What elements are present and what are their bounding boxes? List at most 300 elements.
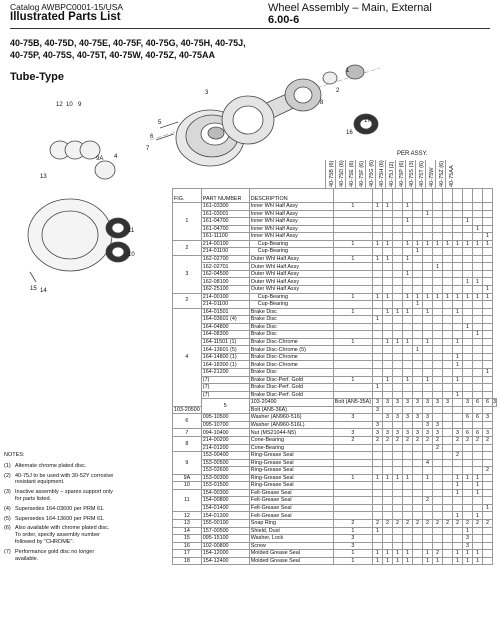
quantity-cell — [433, 497, 443, 505]
quantity-cell — [453, 504, 463, 512]
quantity-cell — [393, 421, 403, 429]
callout-10: 10 — [128, 252, 135, 258]
quantity-cell — [433, 255, 443, 263]
quantity-cell — [423, 406, 433, 414]
quantity-cell — [443, 278, 453, 286]
quantity-cell: 1 — [453, 489, 463, 497]
quantity-cell — [433, 233, 443, 241]
quantity-cell — [483, 210, 493, 218]
callout-16: 15 — [30, 286, 37, 292]
quantity-cell — [463, 331, 473, 339]
description-cell: Cup-Bearing — [249, 301, 333, 309]
quantity-cell: 1 — [373, 384, 383, 392]
quantity-cell — [483, 452, 493, 460]
part-number-cell: 214-01100 — [201, 248, 249, 256]
notes-heading: NOTES: — [4, 452, 25, 458]
quantity-cell — [443, 338, 453, 346]
quantity-cell: 1 — [473, 331, 483, 339]
quantity-cell: 1 — [423, 338, 433, 346]
quantity-cell — [333, 210, 372, 218]
quantity-cell: 1 — [473, 482, 483, 490]
quantity-cell — [413, 459, 423, 467]
quantity-cell — [393, 391, 403, 399]
table-row — [173, 421, 497, 429]
quantity-cell: 3 — [463, 535, 473, 543]
quantity-cell: 2 — [483, 436, 493, 444]
table-row — [173, 436, 497, 444]
quantity-cell — [413, 421, 423, 429]
quantity-cell — [423, 482, 433, 490]
header-divider — [10, 28, 490, 29]
quantity-cell — [483, 308, 493, 316]
quantity-cell — [433, 248, 443, 256]
quantity-cell — [413, 286, 423, 294]
quantity-cell — [413, 384, 423, 392]
quantity-cell — [483, 203, 493, 211]
table-row — [173, 489, 497, 497]
quantity-cell — [463, 391, 473, 399]
quantity-cell — [473, 346, 483, 354]
quantity-cell — [413, 361, 423, 369]
quantity-cell — [443, 255, 453, 263]
quantity-cell — [393, 452, 403, 460]
quantity-cell — [433, 203, 443, 211]
quantity-cell — [473, 459, 483, 467]
quantity-cell — [403, 504, 413, 512]
quantity-cell — [483, 316, 493, 324]
quantity-cell: 2 — [473, 519, 483, 527]
quantity-cell: 1 — [413, 240, 423, 248]
part-number-cell: 103-20400 — [249, 399, 333, 407]
table-row — [173, 286, 497, 294]
quantity-cell: 1 — [393, 474, 403, 482]
quantity-cell — [483, 474, 493, 482]
quantity-cell: 1 — [433, 557, 443, 565]
quantity-cell — [453, 399, 463, 407]
quantity-cell: 3 — [453, 429, 463, 437]
part-number-cell: 154-12000 — [201, 550, 249, 558]
quantity-cell: 3 — [373, 406, 383, 414]
description-cell: Shield, Dust — [249, 527, 333, 535]
quantity-cell — [463, 308, 473, 316]
description-cell: Felt-Grease Seal — [249, 497, 333, 505]
quantity-cell — [373, 452, 383, 460]
quantity-cell — [333, 512, 372, 520]
quantity-cell: 1 — [333, 203, 372, 211]
quantity-cell: 1 — [403, 270, 413, 278]
assembly-column-header — [375, 160, 385, 188]
quantity-cell — [483, 512, 493, 520]
quantity-cell — [473, 535, 483, 543]
description-cell: Washer, Lock — [249, 535, 333, 543]
quantity-cell — [413, 233, 423, 241]
quantity-cell — [393, 240, 403, 248]
quantity-cell — [373, 467, 383, 475]
quantity-cell — [393, 497, 403, 505]
quantity-cell — [383, 369, 393, 377]
quantity-cell — [383, 452, 393, 460]
quantity-cell — [423, 301, 433, 309]
quantity-cell — [443, 248, 453, 256]
assembly-column-header — [365, 160, 375, 188]
quantity-cell: 1 — [463, 240, 473, 248]
table-row — [173, 384, 497, 392]
quantity-cell — [473, 338, 483, 346]
quantity-cell — [413, 331, 423, 339]
quantity-cell — [383, 384, 393, 392]
quantity-cell — [443, 436, 453, 444]
quantity-cell — [473, 286, 483, 294]
quantity-cell: 1 — [383, 293, 393, 301]
quantity-cell — [443, 286, 453, 294]
quantity-cell — [423, 542, 433, 550]
quantity-cell — [423, 225, 433, 233]
quantity-cell: 1 — [383, 338, 393, 346]
quantity-cell: 1 — [383, 557, 393, 565]
quantity-cell — [413, 504, 423, 512]
quantity-cell: 1 — [473, 278, 483, 286]
quantity-cell: 6 — [463, 429, 473, 437]
note-text: Alternate chrome plated disc. — [15, 462, 87, 469]
quantity-cell: 4 — [423, 459, 433, 467]
quantity-cell — [433, 316, 443, 324]
table-row — [173, 519, 497, 527]
callout-9: 9 — [78, 102, 82, 108]
quantity-cell: 1 — [463, 557, 473, 565]
quantity-cell — [383, 316, 393, 324]
fig-cell: 13 — [173, 519, 202, 527]
quantity-cell: 2 — [433, 550, 443, 558]
quantity-cell: 1 — [413, 301, 423, 309]
quantity-cell — [413, 542, 423, 550]
quantity-cell: 1 — [333, 550, 372, 558]
quantity-cell — [333, 286, 372, 294]
quantity-cell — [483, 406, 493, 414]
quantity-cell — [403, 459, 413, 467]
quantity-cell — [423, 512, 433, 520]
part-number-cell: 155-00100 — [201, 519, 249, 527]
quantity-cell: 1 — [333, 308, 372, 316]
quantity-cell — [403, 225, 413, 233]
assembly-column-label: 40-75T (6) — [419, 160, 425, 187]
quantity-cell — [433, 210, 443, 218]
quantity-cell — [443, 535, 453, 543]
quantity-cell — [473, 308, 483, 316]
fig-cell: 12 — [173, 512, 202, 520]
quantity-cell — [333, 233, 372, 241]
quantity-cell — [443, 308, 453, 316]
callout-6: 6 — [150, 134, 154, 140]
fig-cell: 7 — [173, 429, 202, 437]
table-row — [173, 474, 497, 482]
section-title: Wheel Assembly – Main, External — [268, 2, 432, 14]
quantity-cell: 1 — [333, 376, 372, 384]
quantity-cell — [403, 497, 413, 505]
quantity-cell: 1 — [373, 203, 383, 211]
quantity-cell — [423, 270, 433, 278]
fig-cell: 18 — [173, 557, 202, 565]
quantity-cell — [413, 210, 423, 218]
description-cell: Washer (AN960-516) — [249, 414, 333, 422]
quantity-cell — [453, 255, 463, 263]
fig-cell: 3 — [173, 255, 202, 293]
quantity-cell — [483, 444, 493, 452]
quantity-cell — [473, 270, 483, 278]
quantity-cell — [453, 369, 463, 377]
part-number-cell: 154-00300 — [201, 489, 249, 497]
quantity-cell: 3 — [393, 429, 403, 437]
description-cell: Inner Whl Half Assy — [249, 210, 333, 218]
description-cell: Cone-Bearing — [249, 444, 333, 452]
quantity-cell — [443, 384, 453, 392]
quantity-cell: 1 — [423, 376, 433, 384]
quantity-cell — [483, 542, 493, 550]
quantity-cell — [443, 414, 453, 422]
quantity-cell — [333, 391, 372, 399]
fig-cell: 9 — [173, 452, 202, 475]
quantity-cell — [403, 421, 413, 429]
quantity-cell — [333, 459, 372, 467]
quantity-cell: 2 — [463, 436, 473, 444]
table-row — [173, 527, 497, 535]
quantity-cell: 1 — [463, 293, 473, 301]
description-cell: Felt-Grease Seal — [249, 512, 333, 520]
quantity-cell — [453, 497, 463, 505]
table-row — [173, 535, 497, 543]
fig-cell: 14 — [173, 527, 202, 535]
quantity-cell — [403, 489, 413, 497]
quantity-cell — [443, 512, 453, 520]
table-row — [173, 301, 497, 309]
description-cell: Inner Whl Half Assy — [249, 203, 333, 211]
quantity-cell — [403, 286, 413, 294]
quantity-cell — [473, 504, 483, 512]
assembly-column-label: 40-75F (6) — [359, 160, 365, 187]
note-item — [4, 516, 116, 523]
quantity-cell: 1 — [473, 557, 483, 565]
quantity-cell — [413, 557, 423, 565]
quantity-cell — [423, 489, 433, 497]
part-number-cell: 095-15100 — [201, 535, 249, 543]
quantity-cell — [423, 353, 433, 361]
description-cell: Brake Disc-Perf. Gold — [249, 384, 333, 392]
brake-disc-diagram — [0, 180, 170, 310]
quantity-cell: 3 — [373, 429, 383, 437]
part-number-cell: 161-03300 — [201, 203, 249, 211]
quantity-cell: 3 — [333, 535, 372, 543]
quantity-cell: 2 — [413, 519, 423, 527]
quantity-cell — [453, 346, 463, 354]
quantity-cell — [413, 225, 423, 233]
description-cell: Screw — [249, 542, 333, 550]
quantity-cell — [423, 369, 433, 377]
part-number-cell: 161-11100 — [201, 233, 249, 241]
part-number-cell: 161-03001 — [201, 210, 249, 218]
quantity-cell — [423, 316, 433, 324]
quantity-cell: 1 — [473, 240, 483, 248]
description-cell: Brake Disc-Perf. Gold — [249, 376, 333, 384]
quantity-cell — [403, 384, 413, 392]
quantity-cell — [403, 323, 413, 331]
quantity-cell — [483, 338, 493, 346]
quantity-cell: 1 — [413, 248, 423, 256]
quantity-cell — [473, 353, 483, 361]
quantity-cell — [453, 225, 463, 233]
quantity-cell — [453, 406, 463, 414]
quantity-cell — [443, 474, 453, 482]
quantity-cell: 6 — [473, 414, 483, 422]
quantity-cell — [443, 218, 453, 226]
quantity-cell — [333, 218, 372, 226]
quantity-cell — [443, 376, 453, 384]
quantity-cell: 2 — [333, 519, 372, 527]
quantity-cell — [443, 527, 453, 535]
quantity-cell — [483, 550, 493, 558]
quantity-cell — [383, 301, 393, 309]
quantity-cell: 1 — [373, 474, 383, 482]
quantity-cell — [443, 467, 453, 475]
quantity-cell: 2 — [403, 436, 413, 444]
table-row — [173, 308, 497, 316]
quantity-cell — [443, 482, 453, 490]
quantity-cell — [483, 391, 493, 399]
quantity-cell — [463, 301, 473, 309]
catalog-number: Catalog AWBPC0001-15/USA — [10, 2, 124, 12]
quantity-cell — [463, 361, 473, 369]
quantity-cell: 1 — [423, 474, 433, 482]
quantity-cell — [483, 527, 493, 535]
quantity-cell — [463, 369, 473, 377]
quantity-cell — [413, 391, 423, 399]
quantity-cell — [453, 301, 463, 309]
assembly-column-header — [385, 160, 395, 188]
part-number-cell: 164-21200 — [201, 369, 249, 377]
quantity-cell — [393, 361, 403, 369]
quantity-cell — [433, 301, 443, 309]
quantity-cell — [473, 444, 483, 452]
quantity-cell: 2 — [423, 519, 433, 527]
quantity-cell — [413, 308, 423, 316]
quantity-cell — [473, 527, 483, 535]
quantity-cell: 1 — [383, 376, 393, 384]
description-cell: Felt-Grease Seal — [249, 504, 333, 512]
note-text: Supersedes 164-03600 per PRM 61. — [15, 505, 105, 512]
quantity-cell — [393, 218, 403, 226]
quantity-cell — [383, 467, 393, 475]
quantity-cell — [453, 316, 463, 324]
quantity-cell — [443, 353, 453, 361]
part-number-cell: 153-02600 — [201, 467, 249, 475]
quantity-cell — [473, 255, 483, 263]
quantity-cell — [473, 391, 483, 399]
quantity-cell — [373, 361, 383, 369]
quantity-cell — [433, 361, 443, 369]
quantity-cell — [463, 489, 473, 497]
quantity-cell: 2 — [453, 452, 463, 460]
note-item — [4, 463, 116, 470]
callout-1: 1 — [346, 68, 350, 74]
quantity-cell — [473, 384, 483, 392]
quantity-cell: 1 — [403, 308, 413, 316]
quantity-cell: 1 — [333, 474, 372, 482]
quantity-cell — [393, 225, 403, 233]
table-row — [173, 542, 497, 550]
quantity-cell: 3 — [443, 399, 453, 407]
quantity-cell — [453, 323, 463, 331]
quantity-cell — [373, 308, 383, 316]
table-row — [173, 376, 497, 384]
quantity-cell — [453, 444, 463, 452]
quantity-cell — [433, 218, 443, 226]
quantity-cell — [403, 361, 413, 369]
part-number-cell: 154-01400 — [201, 504, 249, 512]
quantity-cell — [373, 497, 383, 505]
quantity-cell — [463, 203, 473, 211]
quantity-cell — [383, 286, 393, 294]
part-number-cell: 095-10500 — [201, 414, 249, 422]
quantity-cell — [373, 535, 383, 543]
quantity-cell: 1 — [423, 210, 433, 218]
table-row — [173, 210, 497, 218]
quantity-cell — [413, 550, 423, 558]
quantity-cell: 1 — [373, 550, 383, 558]
quantity-cell — [423, 248, 433, 256]
description-header: DESCRIPTION — [249, 189, 333, 203]
quantity-cell — [483, 376, 493, 384]
quantity-cell: 1 — [453, 353, 463, 361]
quantity-cell: 1 — [383, 308, 393, 316]
table-row — [173, 361, 497, 369]
quantity-cell — [463, 376, 473, 384]
quantity-cell — [443, 323, 453, 331]
table-row — [173, 316, 497, 324]
quantity-cell — [373, 270, 383, 278]
quantity-cell — [483, 278, 493, 286]
quantity-cell: 1 — [483, 293, 493, 301]
callout-13: 12 — [56, 102, 63, 108]
quantity-cell: 3 — [403, 399, 413, 407]
quantity-cell — [433, 270, 443, 278]
quantity-cell — [333, 504, 372, 512]
quantity-cell: 6 — [473, 399, 483, 407]
quantity-cell — [423, 278, 433, 286]
quantity-cell — [403, 316, 413, 324]
quantity-cell: 1 — [463, 218, 473, 226]
quantity-cell — [383, 406, 393, 414]
description-cell: Molded Grease Seal — [249, 557, 333, 565]
quantity-cell: 2 — [443, 519, 453, 527]
table-row — [173, 331, 497, 339]
quantity-cell — [483, 361, 493, 369]
quantity-cell: 3 — [433, 421, 443, 429]
fig-cell: 6 — [173, 414, 202, 429]
quantity-cell — [433, 535, 443, 543]
quantity-cell — [393, 316, 403, 324]
note-item — [4, 473, 116, 487]
quantity-cell — [373, 376, 383, 384]
quantity-cell: 1 — [453, 338, 463, 346]
quantity-cell — [373, 338, 383, 346]
assembly-column-label: 40-75AA — [449, 165, 455, 187]
quantity-cell — [393, 278, 403, 286]
quantity-cell — [383, 323, 393, 331]
description-cell: Brake Disc-Chrome — [249, 353, 333, 361]
quantity-cell — [463, 452, 473, 460]
quantity-cell — [423, 346, 433, 354]
quantity-cell — [383, 497, 393, 505]
quantity-cell: 1 — [423, 557, 433, 565]
quantity-cell — [383, 353, 393, 361]
